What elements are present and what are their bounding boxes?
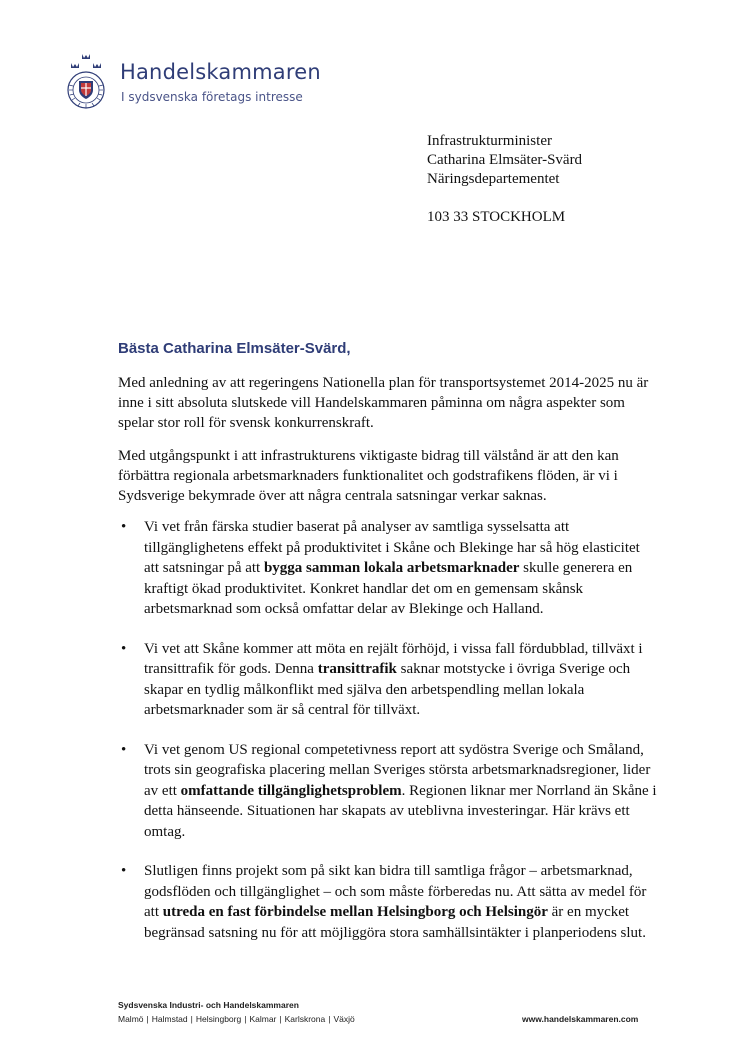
chamber-seal-icon (60, 52, 118, 114)
footer-city: Halmstad (151, 1014, 188, 1024)
bullet-text: Vi vet att Skåne kommer att möta en rejält förhöjd, i vissa fall fördubblad, tillväxt i transittrafik för gods. Denna (144, 640, 643, 677)
brand-tagline: I sydsvenska företags intresse (121, 90, 303, 104)
footer-separator: | (244, 1014, 247, 1024)
footer-city: Helsingborg (195, 1014, 242, 1024)
bullet-icon: • (121, 863, 127, 879)
header-logo (60, 52, 360, 116)
bullet-icon: • (121, 640, 127, 657)
address-line-title: Infrastrukturminister (427, 133, 552, 149)
footer-separator: | (279, 1014, 282, 1024)
address-line-name: Catharina Elmsäter-Svärd (427, 152, 583, 168)
list-item (118, 740, 658, 843)
recipient-address (427, 132, 582, 227)
bullet-text: Slutligen finns projekt som på sikt kan bidra till samtliga frågor – arbetsmarknad, godsflöden och tillgänglighet – och som måste förberedas nu. Att sätta av medel för att (144, 863, 647, 920)
footer-city: Malmö (118, 1014, 144, 1024)
bullet-text: skulle generera en kraftigt ökad produktivitet. Konkret handlar det om en gemensam skånsk arbetsmarknad som också omfattar delar av Blekinge och Halland. (144, 560, 633, 617)
bullet-text: saknar motstycke i övriga Sverige och skapar en tydlig målkonflikt med själva den arbetspendling mellan lokala arbetsmarknader som är så central för tillväxt. (144, 661, 631, 718)
bullet-emphasis: utreda en fast förbindelse mellan Helsingborg och Helsingör (162, 904, 548, 920)
bullet-text: Vi vet genom US regional competetivness report att sydöstra Sverige och Småland, trots sin geografiska placering mellan Sveriges största arbetsmarknadsregioner, lider av ett (144, 741, 651, 799)
address-line-postal: 103 33 STOCKHOLM (427, 209, 566, 225)
bullet-icon: • (121, 519, 127, 535)
paragraph: Med anledning av att regeringens Nationella plan för transportsystemet 2014-2025 nu är inne i sitt absoluta slutskede vill Handelskammaren påminna om några aspekter som spelar stor roll för svensk konkurrenskraft. (118, 375, 649, 431)
footer-separator: | (146, 1014, 149, 1024)
bullet-list (118, 517, 658, 962)
bullet-emphasis: transittrafik (317, 661, 397, 677)
list-item (118, 517, 658, 620)
list-item (118, 861, 658, 943)
bullet-emphasis: bygga samman lokala arbetsmarknader (263, 560, 520, 576)
address-line-department: Näringsdepartementet (427, 171, 560, 187)
footer-separator: | (190, 1014, 193, 1024)
bullet-text: är en mycket begränsad satsning nu för att möjliggöra stora samhällsintäkter i planperiodens slut. (144, 904, 646, 941)
brand-name: Handelskammaren (120, 60, 321, 84)
bullet-text: Vi vet från färska studier baserat på analyser av samtliga sysselsatta att tillgänglighetens effekt på produktivitet i Skåne och Blekinge har så hög elasticitet att satsningar på att (144, 519, 640, 576)
paragraph: Med utgångspunkt i att infrastrukturens viktigaste bidrag till välstånd är att den kan förbättra regionala arbetsmarknaders funktionalitet och godstrafikens flöden, är vi i Sydsverige bekymrade över att några centrala satsningar verkar saknas. (118, 448, 619, 504)
footer-city: Växjö (333, 1014, 355, 1024)
footer-separator: | (328, 1014, 331, 1024)
footer-organization: Sydsvenska Industri- och Handelskammaren (118, 1000, 299, 1010)
bullet-text: . Regionen liknar mer Norrland än Skåne i detta hänseende. Situationen har skapats av uteblivna investeringar. Här krävs ett omtag. (144, 782, 657, 840)
bullet-icon: • (121, 741, 127, 758)
footer-website-link[interactable]: www.handelskammaren.com (522, 1014, 639, 1024)
footer-city: Kalmar (249, 1014, 277, 1024)
bullet-emphasis: omfattande tillgänglighetsproblem (180, 782, 402, 799)
footer-city: Karlskrona (284, 1014, 326, 1024)
list-item (118, 639, 658, 721)
footer-cities (118, 1014, 355, 1024)
salutation: Bästa Catharina Elmsäter-Svärd, (118, 340, 351, 357)
